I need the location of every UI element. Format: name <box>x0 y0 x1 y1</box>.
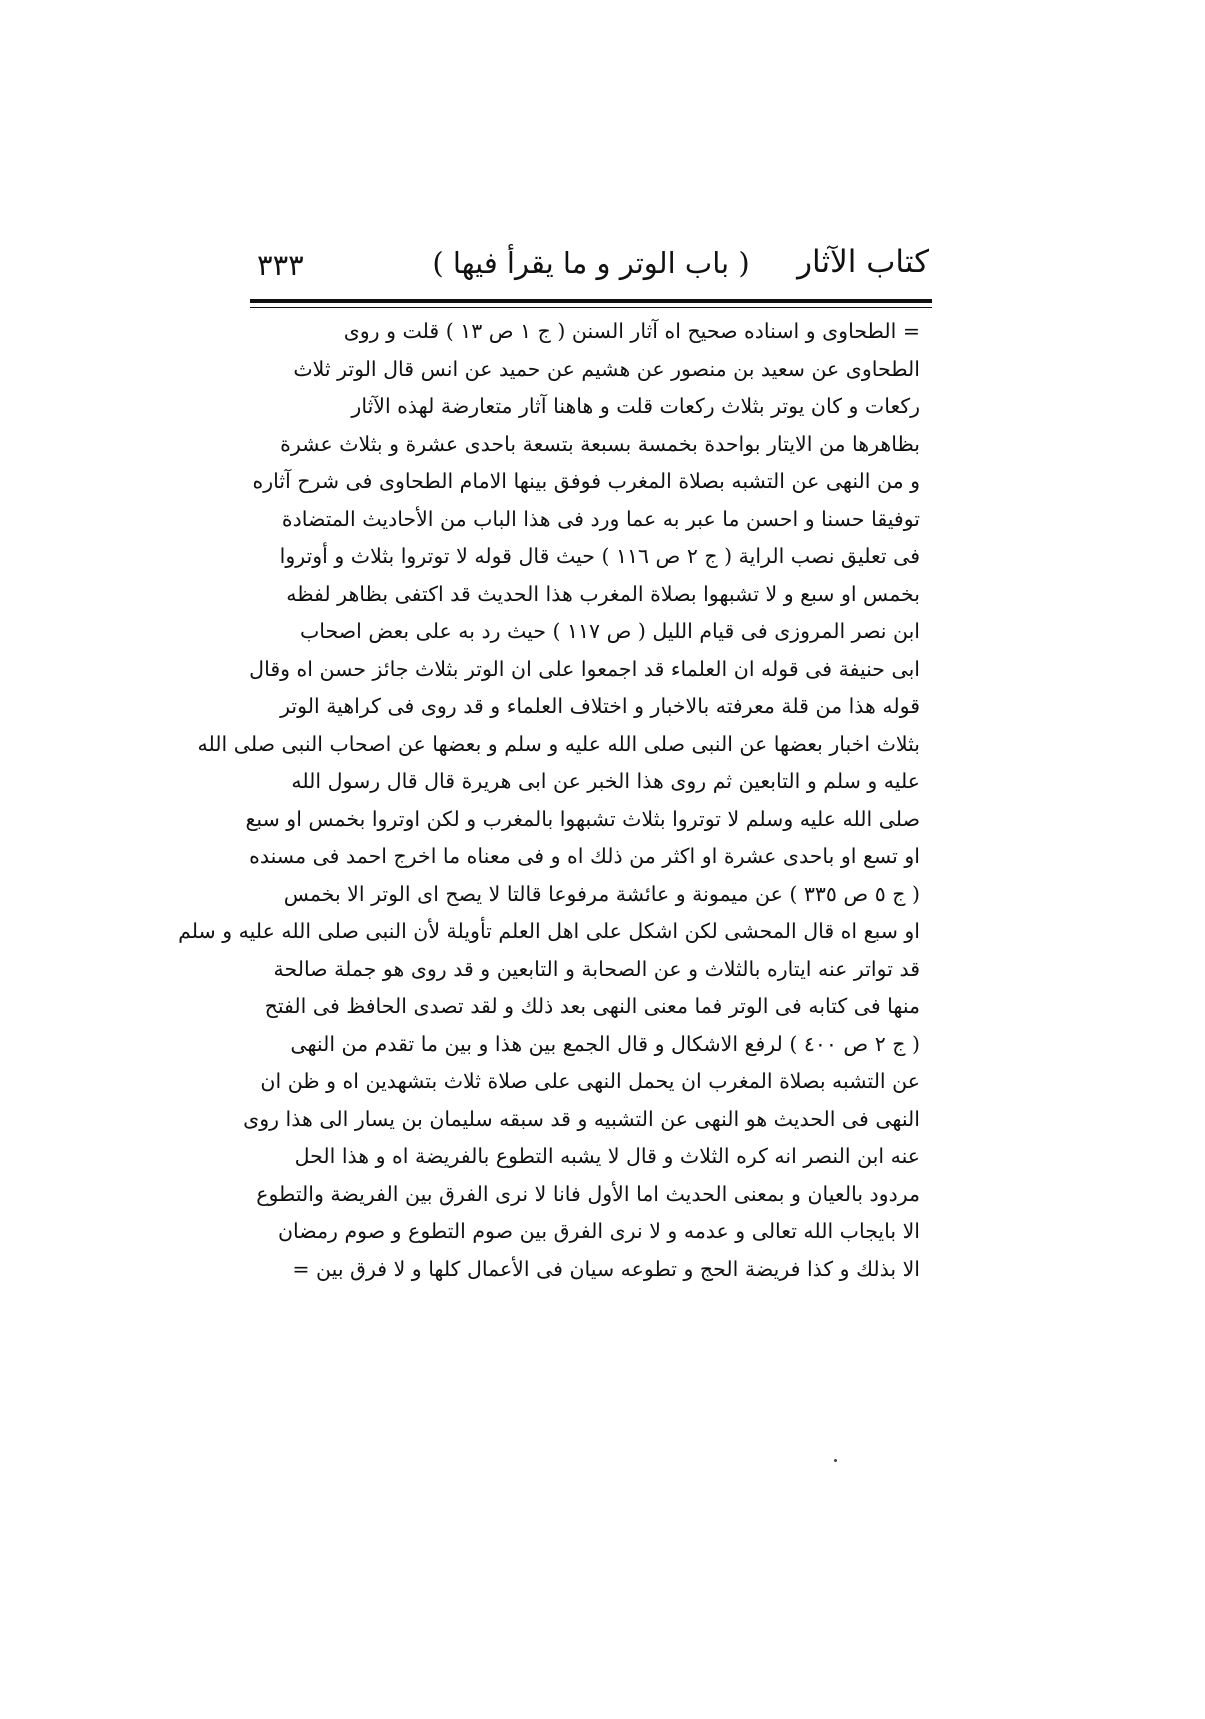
page-number: ٣٣٣ <box>257 248 304 282</box>
text-line: = الطحاوى و اسناده صحيح اه آثار السنن ( ج ١ ص ١٣ ) قلت و روى <box>343 319 920 343</box>
page-header <box>253 238 929 298</box>
text-line: او سبع اه قال المحشى لكن اشكل على اهل العلم تأويلة لأن النبى صلى الله عليه و سلم <box>178 919 920 943</box>
text-line: مردود بالعيان و بمعنى الحديث اما الأول فانا لا نرى الفرق بين الفريضة والتطوع <box>256 1181 920 1206</box>
chapter-title: ( باب الوتر و ما يقرأ فيها ) <box>432 246 750 280</box>
text-line: الطحاوى عن سعيد بن منصور عن هشيم عن حميد عن انس قال الوتر ثلاث <box>293 356 920 381</box>
text-line: او تسع او باحدى عشرة او اكثر من ذلك اه و فى معناه ما اخرج احمد فى مسنده <box>249 844 920 868</box>
text-line: عليه و سلم و التابعين ثم روى هذا الخبر عن ابى هريرة قال قال رسول الله <box>291 769 920 793</box>
text-line: ركعات و كان يوتر بثلاث ركعات قلت و هاهنا آثار متعارضة لهذه الآثار <box>351 394 920 418</box>
text-line: عنه ابن النصر انه كره الثلاث و قال لا يشبه التطوع بالفريضة اه و هذا الحل <box>294 1144 920 1168</box>
text-line: منها فى كتابه فى الوتر فما معنى النهى بعد ذلك و لقد تصدى الحافظ فى الفتح <box>264 994 920 1018</box>
book-title: كتاب الآثار <box>797 244 929 280</box>
text-line: توفيقا حسنا و احسن ما عبر به عما ورد فى هذا الباب من الأحاديث المتضادة <box>281 506 920 531</box>
text-line: قوله هذا من قلة معرفته بالاخبار و اختلاف العلماء و قد روى فى كراهية الوتر <box>280 694 920 718</box>
text-line: النهى فى الحديث هو النهى عن التشبيه و قد سبقه سليمان بن يسار الى هذا روى <box>243 1106 920 1131</box>
text-line: ( ج ٢ ص ٤٠٠ ) لرفع الاشكال و قال الجمع بين هذا و بين ما تقدم من النهى <box>290 1031 920 1056</box>
header-rule-thick <box>250 299 932 303</box>
text-line: صلى الله عليه وسلم لا توتروا بثلاث تشبهوا بالمغرب و لكن اوتروا بخمس او سبع <box>245 806 920 831</box>
text-line: فى تعليق نصب الراية ( ج ٢ ص ١١٦ ) حيث قال قوله لا توتروا بثلاث و أوتروا <box>279 544 920 568</box>
text-line: الا بذلك و كذا فريضة الحج و تطوعه سيان فى الأعمال كلها و لا فرق بين = <box>292 1256 920 1281</box>
text-line: ابن نصر المروزى فى قيام الليل ( ص ١١٧ ) حيث رد به على بعض اصحاب <box>300 619 920 643</box>
body-text <box>178 313 920 1288</box>
scan-speck <box>834 1459 837 1462</box>
text-line: و من النهى عن التشبه بصلاة المغرب فوفق بينها الامام الطحاوى فى شرح آثاره <box>252 469 920 493</box>
text-line: بثلاث اخبار بعضها عن النبى صلى الله عليه و سلم و بعضها عن اصحاب النبى صلى الله <box>197 731 920 756</box>
text-line: ( ج ٥ ص ٣٣٥ ) عن ميمونة و عائشة مرفوعا قالتا لا يصح اى الوتر الا بخمس <box>283 881 920 906</box>
header-rule-thin <box>250 307 932 308</box>
text-line: بظاهرها من الايتار بواحدة بخمسة بسبعة بتسعة باحدى عشرة و بثلاث عشرة <box>280 431 920 456</box>
text-line: بخمس او سبع و لا تشبهوا بصلاة المغرب هذا الحديث قد اكتفى بظاهر لفظه <box>286 581 920 606</box>
text-line: قد تواتر عنه ايتاره بالثلاث و عن الصحابة و التابعين و قد روى هو جملة صالحة <box>273 956 920 981</box>
text-line: ابى حنيفة فى قوله ان العلماء قد اجمعوا على ان الوتر بثلاث جائز حسن اه وقال <box>249 656 920 681</box>
text-line: عن التشبه بصلاة المغرب ان يحمل النهى على صلاة ثلاث بتشهدين اه و ظن ان <box>260 1069 920 1093</box>
text-line: الا بايجاب الله تعالى و عدمه و لا نرى الفرق بين صوم التطوع و صوم رمضان <box>277 1219 920 1243</box>
